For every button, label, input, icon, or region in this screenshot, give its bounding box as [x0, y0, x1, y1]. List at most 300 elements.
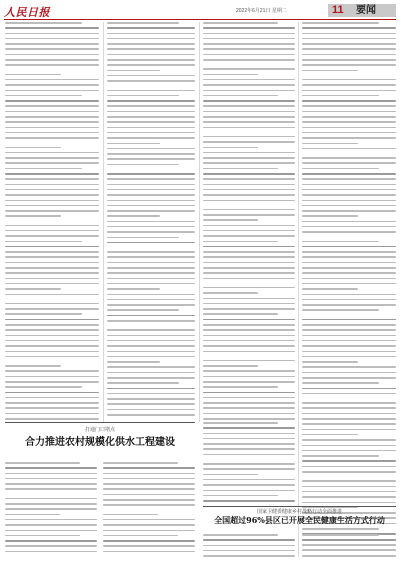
text-line — [5, 303, 99, 305]
text-line — [107, 256, 195, 258]
text-line — [5, 535, 80, 537]
text-line — [203, 427, 295, 429]
text-line — [5, 95, 82, 97]
text-line — [203, 413, 295, 415]
text-line — [203, 351, 295, 353]
text-line — [5, 397, 99, 399]
text-line — [5, 540, 97, 542]
text-line — [5, 551, 97, 553]
text-line — [103, 535, 178, 537]
text-line — [302, 121, 396, 123]
text-line — [5, 340, 99, 342]
text-line — [302, 22, 379, 24]
article-2-text-right — [302, 534, 396, 562]
text-line — [107, 148, 195, 150]
issue-date: 2022年6月21日 星期二 — [236, 8, 287, 14]
text-line — [107, 414, 195, 416]
text-line — [302, 256, 396, 258]
text-line — [203, 324, 295, 326]
text-line — [5, 329, 99, 331]
article-heading-1 — [5, 426, 195, 448]
text-line — [107, 393, 195, 395]
text-line — [5, 111, 99, 113]
text-line — [5, 256, 99, 258]
text-line — [203, 121, 295, 123]
text-line — [107, 38, 195, 40]
text-line — [107, 315, 195, 317]
text-line — [302, 143, 358, 145]
text-line — [302, 335, 396, 337]
text-line — [107, 100, 195, 102]
text-line — [5, 105, 99, 107]
text-line — [5, 215, 61, 217]
text-line — [107, 137, 195, 139]
text-line — [5, 272, 99, 274]
text-line — [5, 33, 99, 35]
text-line — [203, 84, 295, 86]
text-line — [5, 230, 99, 232]
text-line — [203, 219, 258, 221]
text-line — [103, 530, 195, 532]
text-line — [5, 262, 99, 264]
text-line — [107, 299, 195, 301]
text-line — [107, 178, 195, 180]
text-line — [203, 454, 295, 456]
article-heading-2 — [203, 508, 396, 526]
text-line — [5, 152, 99, 154]
text-line — [107, 105, 195, 107]
text-line — [203, 256, 295, 258]
text-line — [203, 152, 295, 154]
column-divider — [199, 22, 200, 422]
text-line — [107, 173, 195, 175]
text-line — [203, 495, 278, 497]
text-line — [203, 335, 295, 337]
text-line — [302, 418, 396, 420]
text-line — [302, 43, 396, 45]
text-line — [5, 194, 99, 196]
text-line — [107, 372, 195, 374]
text-line — [5, 127, 99, 129]
text-line — [302, 471, 396, 473]
text-line — [302, 215, 358, 217]
text-line — [107, 288, 160, 290]
text-line — [5, 235, 99, 237]
text-line — [302, 486, 396, 488]
text-column-2 — [107, 22, 195, 422]
text-line — [203, 386, 278, 388]
text-line — [107, 262, 195, 264]
text-line — [302, 251, 396, 253]
text-line — [302, 480, 396, 482]
text-line — [203, 407, 295, 409]
text-line — [107, 351, 195, 353]
text-line — [302, 329, 396, 331]
text-line — [203, 214, 295, 216]
text-line — [107, 251, 195, 253]
text-line — [5, 205, 99, 207]
text-line — [302, 84, 396, 86]
text-line — [302, 450, 396, 452]
text-line — [107, 121, 195, 123]
column-divider — [103, 22, 104, 422]
text-line — [203, 539, 295, 541]
text-line — [203, 474, 258, 476]
paragraph-gap — [107, 86, 195, 90]
text-line — [5, 381, 99, 383]
text-line — [107, 237, 179, 239]
text-line — [107, 116, 195, 118]
text-line — [302, 283, 396, 285]
text-line — [5, 462, 80, 464]
text-line — [203, 433, 295, 435]
text-line — [5, 184, 99, 186]
text-line — [203, 313, 278, 315]
text-line — [5, 335, 99, 337]
text-line — [302, 319, 396, 321]
text-line — [5, 84, 99, 86]
text-line — [302, 38, 396, 40]
text-line — [302, 90, 396, 92]
text-line — [302, 466, 396, 468]
text-line — [203, 27, 295, 29]
text-line — [302, 377, 396, 379]
text-line — [203, 95, 278, 97]
text-line — [5, 319, 99, 321]
text-line — [5, 392, 99, 394]
text-line — [107, 158, 195, 160]
text-line — [103, 519, 195, 521]
text-line — [203, 127, 295, 129]
text-line — [107, 388, 195, 390]
text-line — [203, 340, 295, 342]
article-kicker: 国家卫健委健康乡村战略行动全面推进 — [256, 509, 342, 515]
text-line — [107, 377, 195, 379]
text-line — [302, 356, 396, 358]
text-line — [302, 388, 396, 390]
text-line — [302, 173, 396, 175]
text-line — [5, 267, 99, 269]
text-line — [203, 287, 295, 289]
text-line — [107, 95, 179, 97]
text-line — [107, 33, 195, 35]
text-line — [5, 530, 97, 532]
text-line — [203, 200, 295, 202]
text-line — [203, 168, 278, 170]
text-line — [5, 162, 99, 164]
text-line — [107, 231, 195, 233]
text-line — [5, 413, 99, 415]
text-line — [107, 111, 195, 113]
text-column-4 — [302, 22, 396, 557]
text-line — [107, 164, 179, 166]
text-line — [203, 278, 295, 280]
text-line — [203, 68, 295, 70]
text-line — [107, 294, 195, 296]
text-line — [107, 366, 195, 368]
text-line — [5, 514, 60, 516]
text-line — [302, 502, 396, 504]
text-line — [5, 294, 99, 296]
text-line — [5, 278, 99, 280]
text-line — [5, 48, 99, 50]
text-line — [203, 33, 295, 35]
paragraph-gap — [302, 237, 396, 241]
article-rule — [5, 422, 195, 423]
text-line — [203, 194, 295, 196]
text-line — [203, 251, 295, 253]
text-line — [5, 225, 99, 227]
text-line — [203, 360, 295, 362]
text-line — [203, 147, 258, 149]
text-line — [107, 48, 195, 50]
text-line — [107, 403, 195, 405]
text-line — [5, 43, 99, 45]
text-line — [103, 473, 195, 475]
text-line — [203, 272, 295, 274]
text-line — [203, 230, 295, 232]
text-line — [302, 402, 396, 404]
text-line — [5, 79, 99, 81]
text-line — [203, 329, 295, 331]
text-line — [302, 528, 379, 530]
text-line — [203, 308, 295, 310]
text-line — [203, 292, 258, 294]
text-line — [203, 303, 295, 305]
text-line — [107, 184, 195, 186]
text-line — [203, 79, 295, 81]
text-line — [203, 74, 258, 76]
text-line — [203, 418, 295, 420]
text-line — [5, 524, 97, 526]
text-line — [107, 205, 195, 207]
text-line — [302, 555, 396, 557]
text-line — [302, 439, 396, 441]
text-line — [5, 356, 99, 358]
text-line — [302, 148, 396, 150]
text-line — [5, 168, 82, 170]
text-line — [5, 545, 97, 547]
article-1-text-right — [103, 462, 195, 558]
text-line — [302, 59, 396, 61]
text-line — [5, 59, 99, 61]
text-line — [103, 478, 195, 480]
text-line — [302, 366, 396, 368]
text-line — [203, 100, 295, 102]
text-line — [5, 288, 61, 290]
text-line — [103, 499, 195, 501]
paragraph-gap — [5, 143, 99, 147]
text-line — [203, 105, 295, 107]
text-line — [203, 38, 295, 40]
text-line — [302, 27, 396, 29]
text-line — [302, 460, 396, 462]
text-line — [5, 132, 99, 134]
text-line — [302, 127, 396, 129]
text-line — [103, 494, 195, 496]
text-line — [5, 251, 99, 253]
text-line — [203, 443, 295, 445]
text-line — [302, 491, 396, 493]
text-line — [203, 22, 278, 24]
text-line — [203, 162, 295, 164]
text-line — [5, 137, 99, 139]
text-line — [107, 272, 195, 274]
page-header-box — [328, 4, 396, 17]
text-line — [5, 386, 82, 388]
text-line — [107, 127, 195, 129]
text-line — [302, 304, 396, 306]
text-line — [302, 545, 396, 547]
text-line — [107, 132, 195, 134]
text-line — [103, 551, 195, 553]
text-line — [107, 194, 195, 196]
text-line — [5, 407, 99, 409]
text-line — [302, 100, 396, 102]
text-line — [302, 137, 396, 139]
text-line — [107, 215, 160, 217]
article-1-text-left — [5, 462, 97, 558]
text-line — [203, 116, 295, 118]
text-line — [203, 184, 295, 186]
text-line — [5, 38, 99, 40]
text-line — [5, 90, 99, 92]
article-kicker: 打通门口堵点 — [84, 427, 115, 433]
text-line — [302, 194, 396, 196]
text-line — [5, 74, 61, 76]
text-line — [103, 514, 158, 516]
text-line — [5, 100, 99, 102]
masthead — [4, 4, 396, 18]
text-line — [107, 90, 195, 92]
text-line — [203, 490, 295, 492]
article-2-text-left — [203, 534, 295, 562]
text-line — [302, 178, 396, 180]
text-line — [203, 262, 295, 264]
article-headline: 全国超过96%县区已开展全民健康生活方式行动 — [214, 515, 385, 525]
text-line — [5, 121, 99, 123]
text-line — [107, 283, 195, 285]
text-line — [203, 402, 295, 404]
text-line — [302, 496, 396, 498]
text-line — [5, 345, 99, 347]
text-line — [5, 519, 97, 521]
text-line — [5, 478, 97, 480]
text-line — [203, 397, 295, 399]
text-line — [302, 189, 396, 191]
text-line — [107, 75, 195, 77]
text-line — [302, 445, 396, 447]
text-line — [5, 402, 99, 404]
text-line — [302, 231, 396, 233]
text-line — [302, 340, 396, 342]
text-line — [203, 157, 295, 159]
text-line — [5, 178, 99, 180]
text-line — [107, 80, 195, 82]
text-line — [203, 550, 295, 552]
text-line — [5, 488, 97, 490]
text-column-1 — [5, 22, 99, 422]
text-line — [107, 221, 195, 223]
text-line — [107, 59, 195, 61]
text-line — [302, 534, 379, 536]
text-line — [5, 54, 99, 56]
text-line — [107, 143, 160, 145]
text-line — [302, 111, 396, 113]
text-line — [203, 54, 295, 56]
text-line — [203, 370, 295, 372]
text-line — [302, 210, 396, 212]
text-line — [203, 141, 295, 143]
text-line — [5, 246, 99, 248]
text-line — [302, 413, 396, 415]
text-line — [302, 345, 396, 347]
text-column-3 — [203, 22, 295, 422]
text-line — [107, 22, 179, 24]
text-line — [107, 320, 195, 322]
text-line — [203, 209, 295, 211]
text-line — [5, 498, 97, 500]
text-line — [302, 429, 396, 431]
text-line — [203, 392, 295, 394]
text-line — [5, 503, 97, 505]
text-line — [302, 278, 396, 280]
text-line — [302, 132, 396, 134]
text-line — [103, 540, 195, 542]
text-line — [107, 340, 195, 342]
text-line — [203, 267, 295, 269]
text-line — [107, 382, 179, 384]
text-line — [5, 370, 99, 372]
text-line — [103, 524, 195, 526]
text-line — [203, 90, 295, 92]
text-line — [107, 70, 160, 72]
text-line — [302, 168, 379, 170]
text-line — [107, 335, 195, 337]
text-line — [107, 345, 195, 347]
text-line — [302, 162, 396, 164]
text-line — [302, 288, 358, 290]
text-line — [302, 434, 358, 436]
text-line — [203, 345, 295, 347]
text-line — [103, 467, 195, 469]
text-line — [107, 200, 195, 202]
text-line — [203, 178, 295, 180]
text-line — [5, 467, 97, 469]
section-title: 要闻 — [356, 5, 376, 16]
header-rule — [4, 19, 396, 20]
text-line — [107, 304, 195, 306]
text-line — [302, 205, 396, 207]
text-line — [107, 43, 195, 45]
text-line — [5, 351, 99, 353]
text-line — [302, 550, 396, 552]
text-line — [302, 54, 396, 56]
text-line — [203, 422, 278, 424]
text-line — [203, 136, 295, 138]
text-line — [5, 147, 61, 149]
text-line — [5, 418, 99, 420]
text-line — [302, 309, 379, 311]
text-line — [302, 200, 396, 202]
text-line — [203, 298, 295, 300]
text-line — [103, 504, 195, 506]
text-line — [103, 488, 195, 490]
text-line — [302, 361, 358, 363]
text-line — [302, 33, 396, 35]
text-line — [302, 393, 396, 395]
text-line — [302, 116, 396, 118]
